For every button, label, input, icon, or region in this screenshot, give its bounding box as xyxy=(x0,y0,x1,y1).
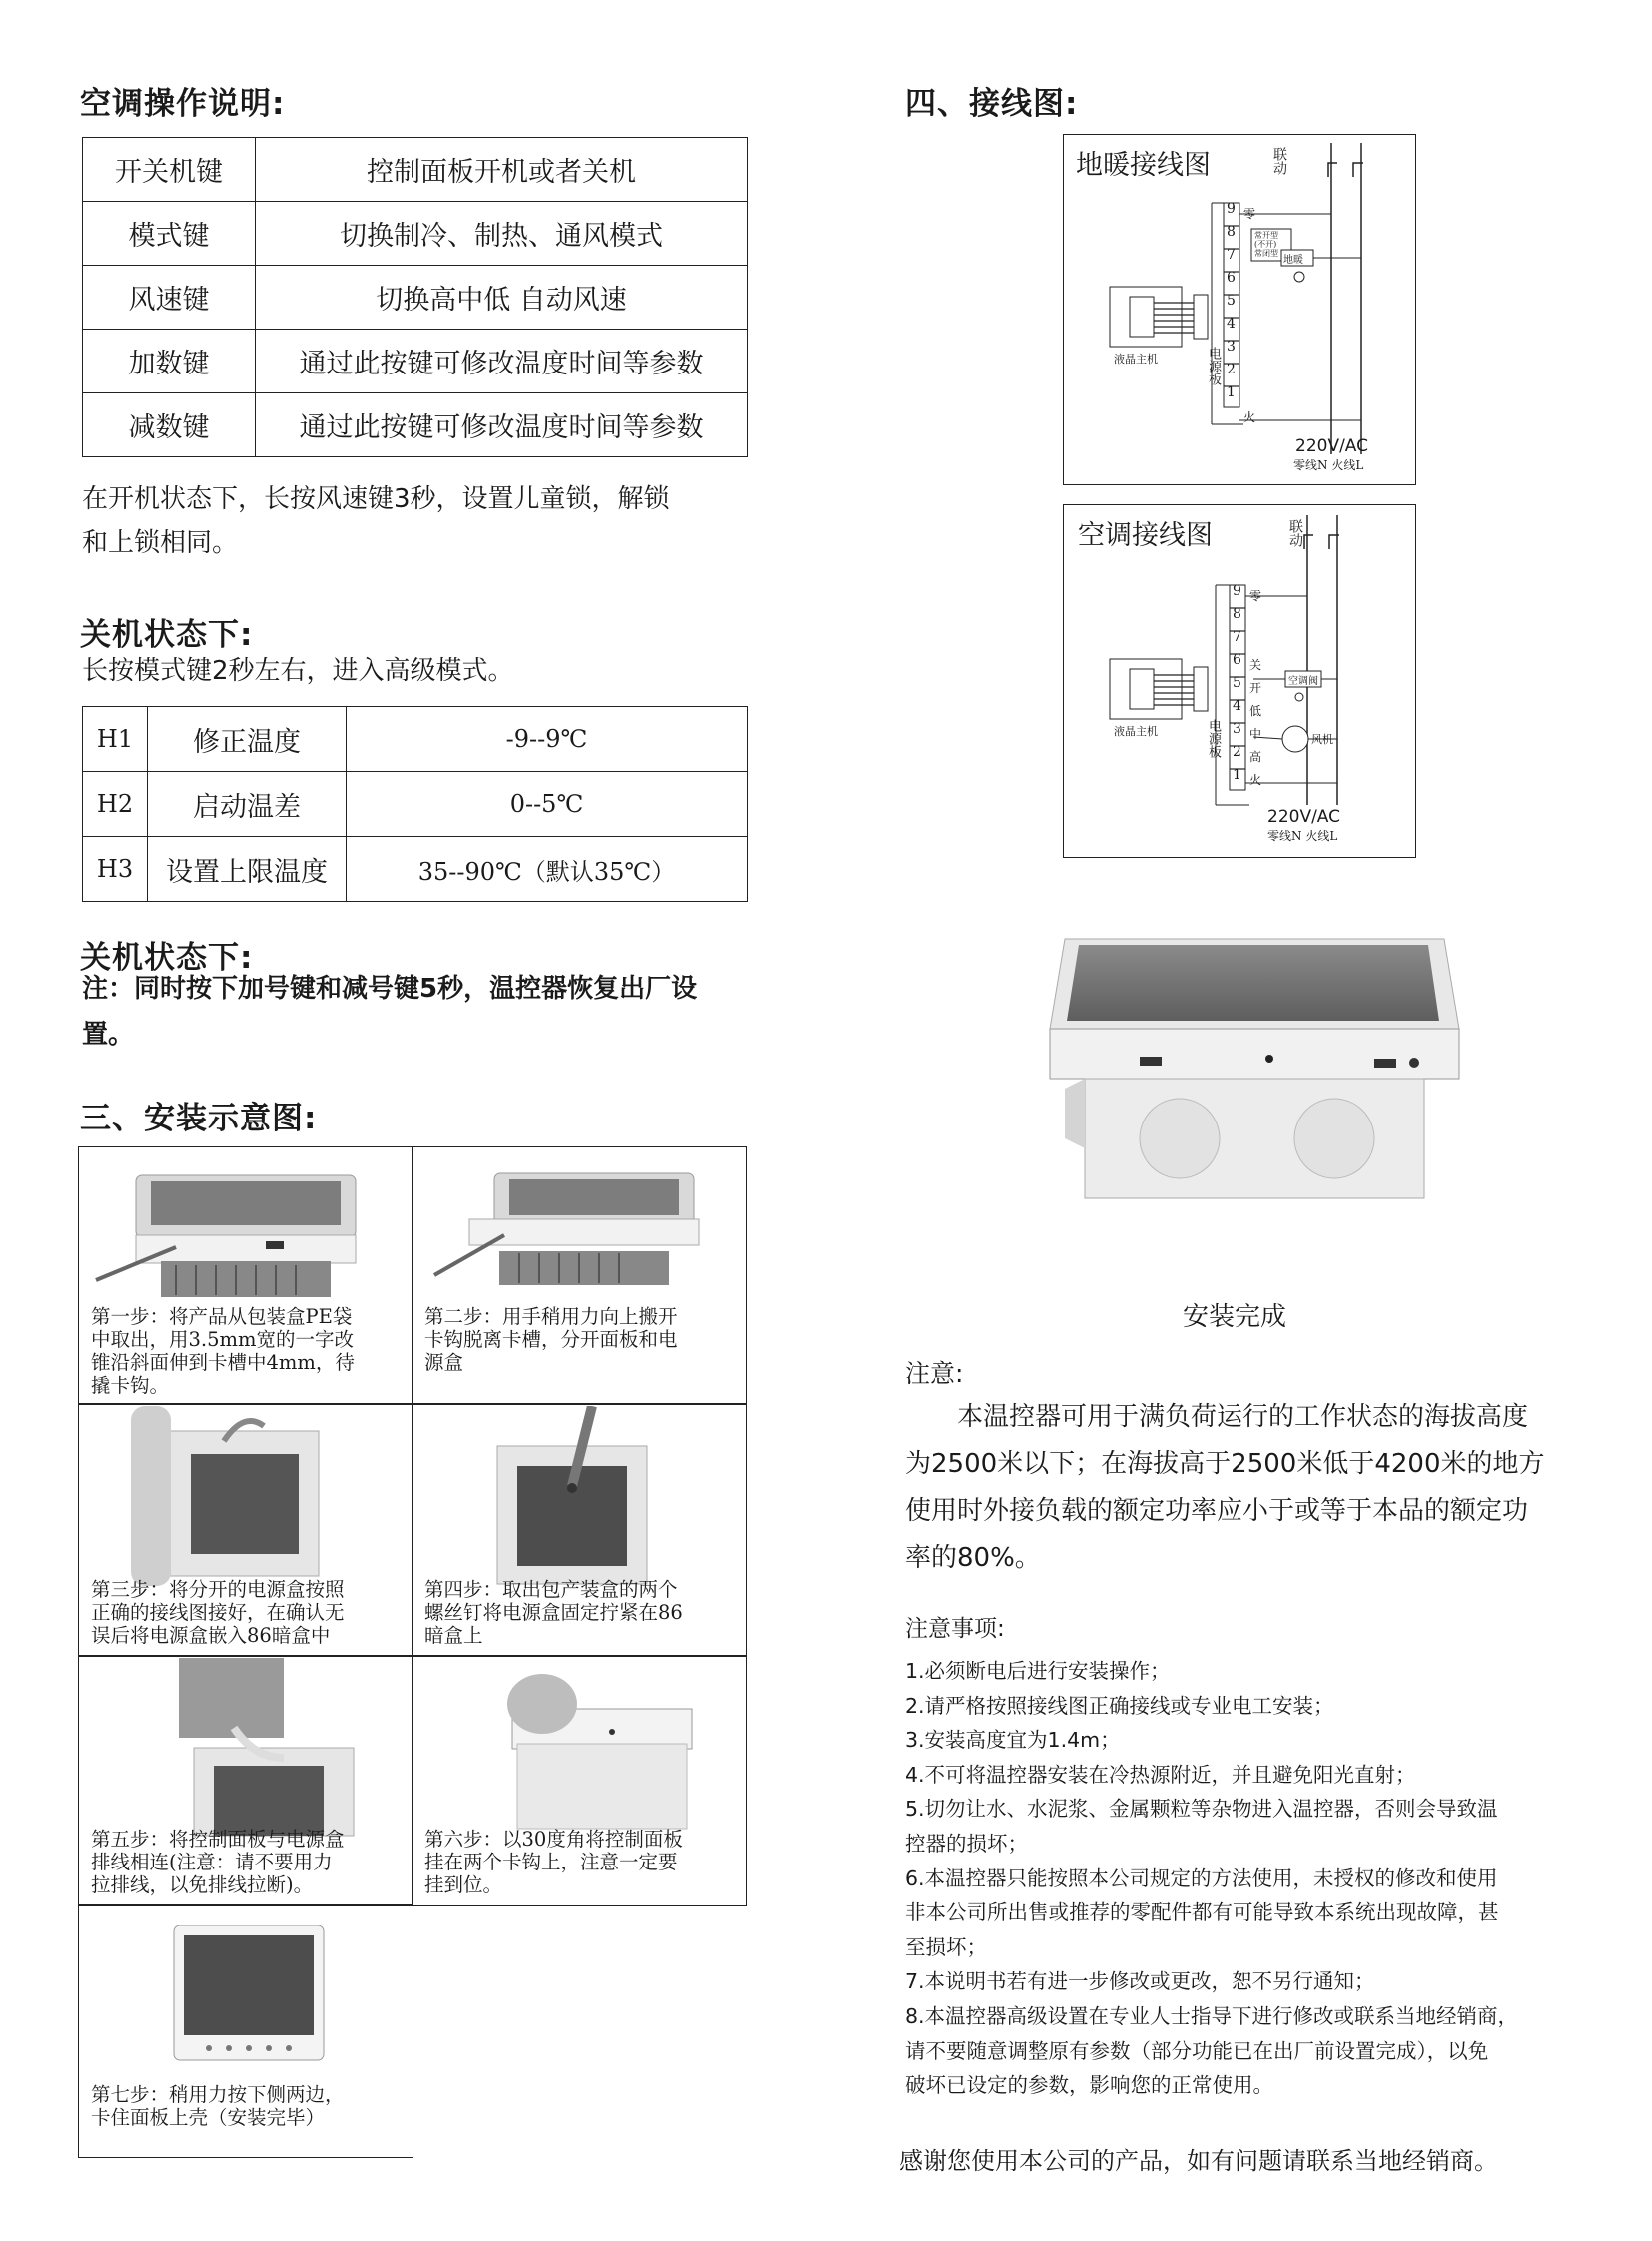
terminal-label: 7 xyxy=(1233,629,1241,645)
close-label: 关 xyxy=(1249,658,1262,672)
install-done-caption: 安装完成 xyxy=(1183,1302,1287,1332)
zero-label: 零 xyxy=(1249,589,1262,603)
section-title-off-1: 关机状态下: xyxy=(80,617,254,653)
advanced-mode-text: 长按模式键2秒左右，进入高级模式。 xyxy=(82,656,514,686)
note-line: 本温控器可用于满负荷运行的工作状态的海拔高度 xyxy=(957,1402,1529,1432)
step-cell-2 xyxy=(412,1146,747,1405)
lcd-label: 液晶主机 xyxy=(1114,353,1158,366)
link-label: 联动 xyxy=(1287,519,1303,547)
list-item: 3.安装高度宜为1.4m； xyxy=(905,1728,1121,1753)
valve-label: 空调阀 xyxy=(1288,676,1318,687)
terminal-label: 4 xyxy=(1233,698,1241,714)
param-code: H3 xyxy=(83,837,148,902)
section-title-wiring: 四、接线图: xyxy=(905,86,1079,122)
terminal-label: 9 xyxy=(1227,201,1236,217)
note-line: 为2500米以下；在海拔高于2500米低于4200米的地方 xyxy=(905,1449,1545,1479)
key-table xyxy=(82,137,748,457)
step-cell-4 xyxy=(412,1403,747,1657)
low-label: 低 xyxy=(1249,704,1262,718)
terminal-label: 5 xyxy=(1233,675,1241,691)
terminal-label: 3 xyxy=(1227,339,1236,355)
step-6-photo xyxy=(502,1664,702,1834)
step-caption-line: 第二步：用手稍用力向上搬开 xyxy=(424,1305,678,1328)
key-desc: 切换高中低 自动风速 xyxy=(256,266,748,330)
step-5-photo xyxy=(174,1658,364,1838)
fan-label: 风机 xyxy=(1311,733,1333,746)
terminal-label: 1 xyxy=(1227,384,1236,400)
key-desc: 通过此按键可修改温度时间等参数 xyxy=(256,330,748,393)
param-name: 修正温度 xyxy=(148,707,347,772)
key-name: 开关机键 xyxy=(83,138,256,202)
key-desc: 切换制冷、制热、通风模式 xyxy=(256,202,748,266)
floor-heating-diagram xyxy=(1063,134,1416,485)
terminal-label: 1 xyxy=(1233,767,1241,783)
table-row xyxy=(83,330,748,393)
installed-product-photo xyxy=(1045,929,1464,1268)
voltage-label: 220V/AC xyxy=(1295,436,1369,456)
load-label: 地暖 xyxy=(1283,255,1303,266)
step-2-photo xyxy=(424,1155,734,1305)
valve-nc-label: 常闭型 xyxy=(1254,249,1278,258)
key-name: 风速键 xyxy=(83,266,256,330)
table-row xyxy=(83,393,748,457)
table-row xyxy=(83,202,748,266)
install-grid xyxy=(78,1146,747,2200)
open-label: 开 xyxy=(1249,681,1262,695)
step-caption-line: 撬卡钩。 xyxy=(91,1374,170,1397)
ac-diagram xyxy=(1063,504,1416,858)
diagram-title: 地暖接线图 xyxy=(1076,150,1211,181)
step-4-photo xyxy=(472,1406,692,1591)
lines-label: 零线N 火线L xyxy=(1267,829,1338,843)
voltage-label: 220V/AC xyxy=(1267,807,1341,827)
terminal-label: 6 xyxy=(1227,270,1236,286)
step-caption-line: 挂在两个卡钩上，注意一定要 xyxy=(424,1851,678,1873)
step-caption-line: 拉排线，以免排线拉断)。 xyxy=(91,1873,314,1896)
table-row xyxy=(83,266,748,330)
list-item: 5.切勿让水、水泥浆、金属颗粒等杂物进入温控器，否则会导致温 xyxy=(905,1797,1498,1822)
terminal-label: 6 xyxy=(1233,652,1241,668)
list-item: 请不要随意调整原有参数（部分功能已在出厂前设置完成），以免 xyxy=(905,2038,1489,2063)
param-range: -9--9℃ xyxy=(347,707,748,772)
key-desc: 通过此按键可修改温度时间等参数 xyxy=(256,393,748,457)
note-paragraph xyxy=(905,1394,1545,1582)
terminal-label: 3 xyxy=(1233,721,1241,737)
param-code: H1 xyxy=(83,707,148,772)
items-title: 注意事项: xyxy=(905,1616,1005,1642)
terminal-label: 4 xyxy=(1227,316,1236,332)
step-caption-line: 卡住面板上壳（安装完毕） xyxy=(91,2106,326,2129)
section-title-off-2: 关机状态下: xyxy=(80,940,254,976)
floor-wiring-svg xyxy=(1064,135,1415,484)
table-row xyxy=(83,772,748,837)
step-cell-5 xyxy=(78,1655,413,1906)
childlock-text-2: 和上锁相同。 xyxy=(82,528,239,558)
step-caption-line: 误后将电源盒嵌入86暗盒中 xyxy=(91,1624,331,1647)
high-label: 高 xyxy=(1249,750,1262,764)
terminal-label: 8 xyxy=(1227,224,1236,240)
list-item: 控器的损坏； xyxy=(905,1831,1028,1856)
key-name: 模式键 xyxy=(83,202,256,266)
list-item: 至损坏； xyxy=(905,1934,987,1959)
childlock-text: 在开机状态下，长按风速键3秒，设置儿童锁，解锁 xyxy=(82,484,670,514)
section-title-operation: 空调操作说明: xyxy=(80,86,286,122)
step-cell-6 xyxy=(412,1655,747,1906)
thanks-text: 感谢您使用本公司的产品，如有问题请联系当地经销商。 xyxy=(899,2147,1498,2175)
step-caption-line: 第七步：稍用力按下侧两边， xyxy=(91,2083,345,2106)
terminal-label: 9 xyxy=(1233,583,1241,599)
list-item: 7.本说明书若有进一步修改或更改，恕不另行通知； xyxy=(905,1969,1375,1994)
step-caption-line: 挂到位。 xyxy=(424,1873,503,1896)
fire-label: 火 xyxy=(1243,410,1256,424)
step-caption-line: 第六步：以30度角将控制面板 xyxy=(424,1828,683,1851)
key-desc: 控制面板开机或者关机 xyxy=(256,138,748,202)
key-name: 减数键 xyxy=(83,393,256,457)
step-caption-line: 中取出，用3.5mm宽的一字改 xyxy=(91,1328,354,1351)
step-caption-line: 卡钩脱离卡槽，分开面板和电 xyxy=(424,1328,678,1351)
terminal-label: 8 xyxy=(1233,606,1241,622)
psu-label: 电源板 xyxy=(1206,719,1221,758)
param-name: 设置上限温度 xyxy=(148,837,347,902)
list-item: 6.本温控器只能按照本公司规定的方法使用，未授权的修改和使用 xyxy=(905,1866,1498,1890)
zero-label: 零 xyxy=(1243,207,1256,221)
step-cell-3 xyxy=(78,1403,413,1657)
step-caption-line: 第四步：取出包产装盒的两个 xyxy=(424,1578,678,1601)
step-cell-1 xyxy=(78,1146,413,1405)
step-caption-line: 正确的接线图接好，在确认无 xyxy=(91,1601,345,1624)
list-item: 8.本温控器高级设置在专业人士指导下进行修改或联系当地经销商， xyxy=(905,2003,1519,2028)
notes-list xyxy=(905,1654,1518,2103)
note-title: 注意: xyxy=(905,1359,964,1388)
step-caption-line: 源盒 xyxy=(424,1351,464,1374)
param-name: 启动温差 xyxy=(148,772,347,837)
psu-label: 电源板 xyxy=(1206,347,1221,385)
param-range: 35--90℃（默认35℃） xyxy=(347,837,748,902)
step-cell-7 xyxy=(78,1904,413,2158)
table-row xyxy=(83,837,748,902)
list-item: 非本公司所出售或推荐的零配件都有可能导致本系统出现故障，甚 xyxy=(905,1900,1499,1925)
table-row xyxy=(83,138,748,202)
table-row xyxy=(83,707,748,772)
step-caption-line: 暗盒上 xyxy=(424,1624,483,1647)
step-7-photo xyxy=(169,1925,329,2065)
diagram-title: 空调接线图 xyxy=(1078,520,1213,551)
fire-label: 火 xyxy=(1249,773,1262,787)
list-item: 2.请严格按照接线图正确接线或专业电工安装； xyxy=(905,1693,1334,1718)
note-line: 率的80%。 xyxy=(905,1543,1041,1573)
key-name: 加数键 xyxy=(83,330,256,393)
step-caption-line: 排线相连(注意：请不要用力 xyxy=(91,1851,333,1873)
step-caption-line: 第一步：将产品从包装盒PE袋 xyxy=(91,1305,353,1328)
param-code: H2 xyxy=(83,772,148,837)
terminal-label: 5 xyxy=(1227,293,1236,309)
reset-text-2: 置。 xyxy=(82,1020,135,1050)
step-caption-line: 第五步：将控制面板与电源盒 xyxy=(91,1828,345,1851)
terminal-label: 2 xyxy=(1227,362,1236,377)
terminal-label: 7 xyxy=(1227,247,1236,263)
section-title-install: 三、安装示意图: xyxy=(80,1101,318,1136)
param-range: 0--5℃ xyxy=(347,772,748,837)
valve-no-sub: (不开) xyxy=(1254,240,1277,249)
list-item: 破坏已设定的参数，影响您的正常使用。 xyxy=(905,2073,1273,2098)
list-item: 4.不可将温控器安装在冷热源附近，并且避免阳光直射； xyxy=(905,1762,1416,1787)
link-label: 联动 xyxy=(1271,147,1287,175)
step-caption-line: 螺丝钉将电源盒固定拧紧在86 xyxy=(424,1601,683,1624)
step-1-photo xyxy=(91,1155,401,1305)
step-caption-line: 锥沿斜面伸到卡槽中4mm，待 xyxy=(91,1351,355,1374)
list-item: 1.必须断电后进行安装操作； xyxy=(905,1659,1171,1683)
reset-text: 注：同时按下加号键和减号键5秒，温控器恢复出厂设 xyxy=(82,974,698,1004)
step-caption-line: 第三步：将分开的电源盒按照 xyxy=(91,1578,345,1601)
lcd-label: 液晶主机 xyxy=(1114,725,1158,738)
valve-no-label: 常开型 xyxy=(1254,231,1278,240)
step-3-photo xyxy=(129,1406,369,1591)
mid-label: 中 xyxy=(1249,727,1262,741)
terminal-label: 2 xyxy=(1233,744,1241,760)
note-line: 使用时外接负载的额定功率应小于或等于本品的额定功 xyxy=(905,1496,1529,1526)
advanced-table xyxy=(82,706,748,902)
lines-label: 零线N 火线L xyxy=(1293,458,1364,472)
